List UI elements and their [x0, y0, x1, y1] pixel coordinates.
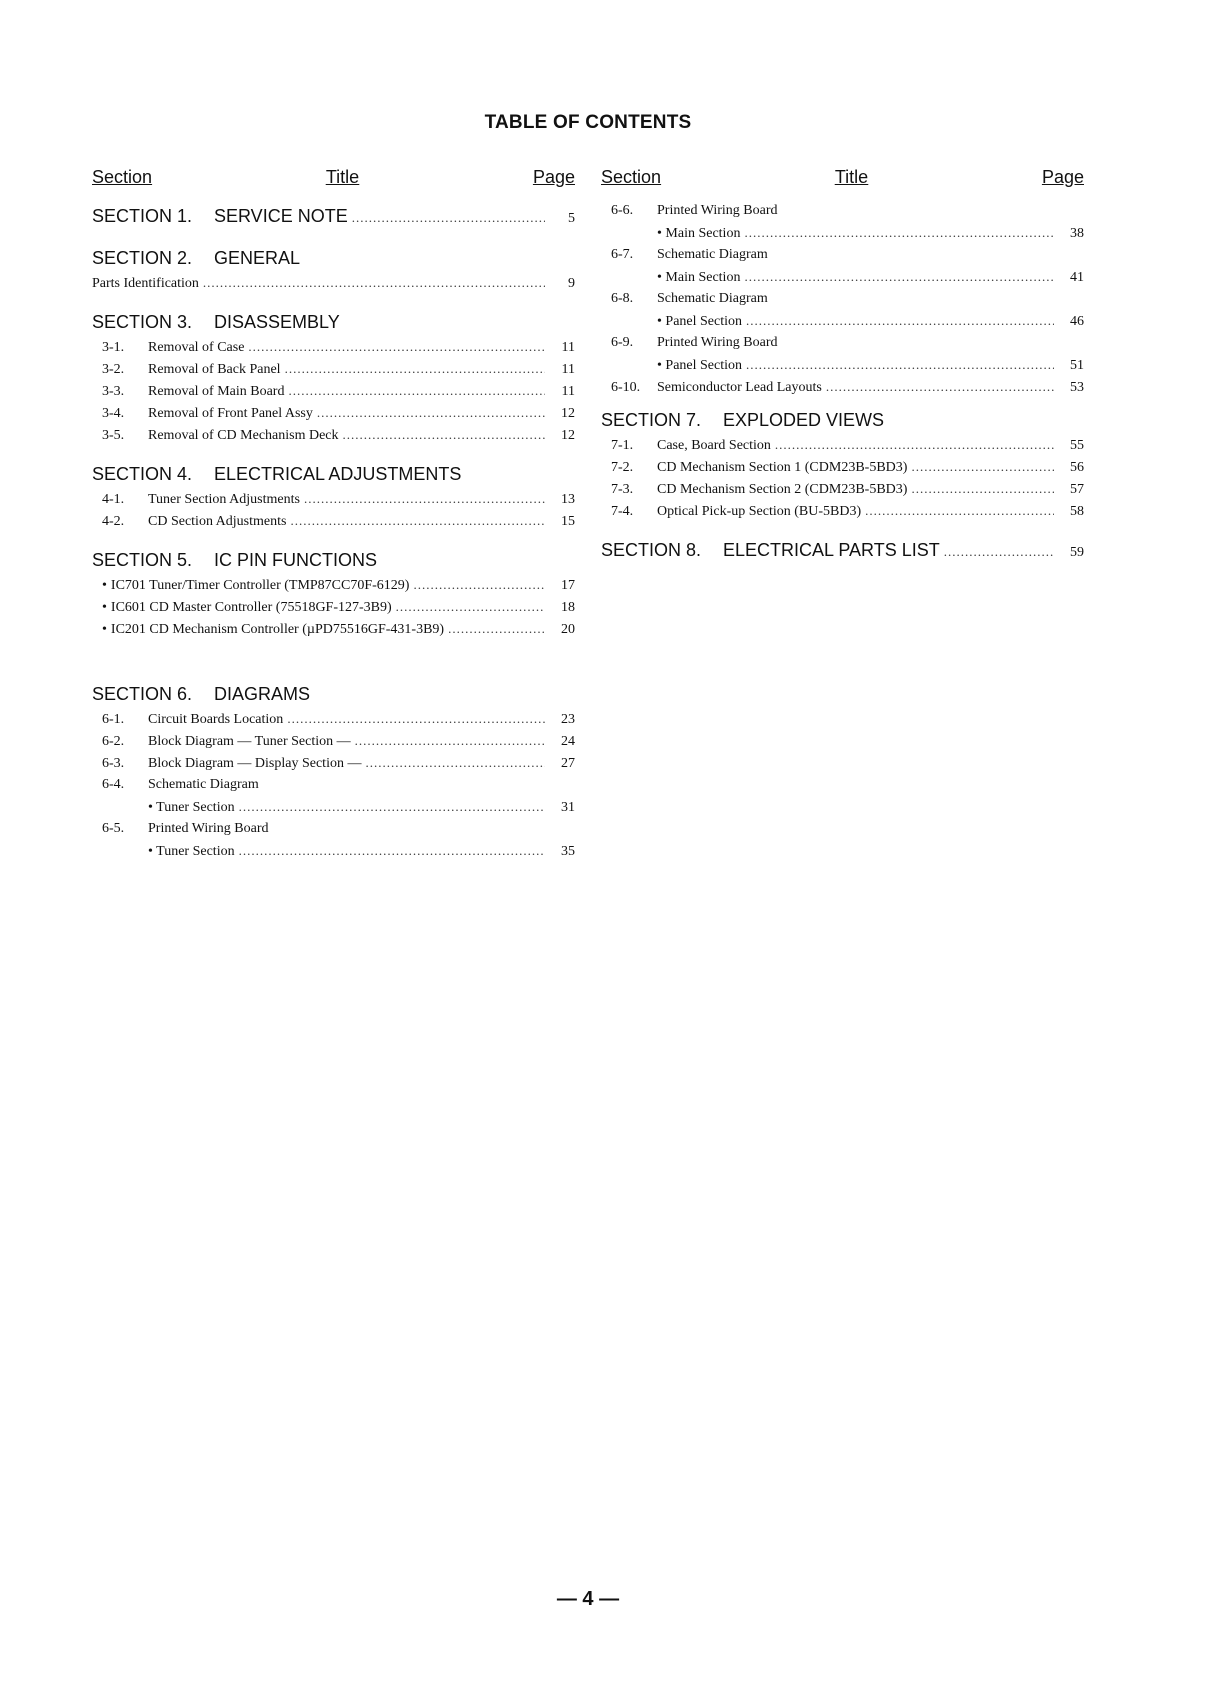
dot-leader — [944, 538, 1054, 566]
header-section: Section — [92, 167, 153, 187]
entry-title: Semiconductor Lead Layouts — [657, 380, 822, 395]
toc-right-column — [601, 160, 1084, 564]
entry-page: 23 — [561, 712, 575, 727]
toc-entry[interactable] — [601, 200, 1084, 222]
entry-title: Circuit Boards Location — [148, 712, 284, 727]
toc-entry[interactable] — [92, 272, 575, 294]
entry-title — [92, 618, 549, 641]
entry-number: 6-4. — [102, 777, 125, 792]
entry-title — [148, 840, 549, 863]
toc-entry[interactable] — [92, 358, 575, 380]
dot-leader — [290, 510, 545, 532]
entry-page: 5 — [568, 211, 575, 226]
entry-title: • Panel Section — [657, 358, 742, 373]
dot-leader — [287, 708, 545, 730]
entry-title — [148, 424, 549, 447]
entry-number: 6-5. — [102, 821, 125, 836]
entry-title — [657, 500, 1058, 523]
entry-title: CD Mechanism Section 1 (CDM23B-5BD3) — [657, 460, 908, 475]
toc-section-2[interactable] — [92, 244, 575, 272]
entry-number: SECTION 2. — [92, 248, 193, 268]
entry-number: 3-2. — [102, 362, 125, 377]
toc-entry[interactable] — [92, 774, 575, 796]
dot-leader — [304, 488, 545, 510]
entry-number: 3-3. — [102, 384, 125, 399]
entry-title — [92, 574, 549, 597]
dot-leader — [203, 272, 545, 294]
toc-header — [92, 160, 575, 188]
dot-leader — [239, 840, 545, 862]
page-title: TABLE OF CONTENTS — [484, 112, 692, 133]
toc-section-8[interactable] — [601, 536, 1084, 564]
toc-section-1[interactable] — [92, 202, 575, 230]
entry-title: • Tuner Section — [148, 800, 235, 815]
entry-number: 6-9. — [611, 335, 634, 350]
entry-title: Printed Wiring Board — [657, 203, 778, 218]
entry-title — [657, 244, 1084, 266]
entry-number: 3-1. — [102, 340, 125, 355]
dot-leader — [317, 402, 545, 424]
entry-title: CD Section Adjustments — [148, 514, 287, 529]
toc-section-3[interactable] — [92, 308, 575, 336]
header-title: Title — [834, 167, 869, 187]
entry-title: Schematic Diagram — [148, 777, 259, 792]
dot-leader — [285, 358, 545, 380]
dot-leader — [911, 456, 1054, 478]
entry-title — [657, 222, 1058, 245]
dot-leader — [352, 204, 545, 232]
entry-title — [148, 488, 549, 511]
entry-page: 31 — [561, 800, 575, 815]
dot-leader — [448, 618, 545, 640]
entry-title: IC PIN FUNCTIONS — [214, 550, 378, 570]
entry-title — [148, 774, 575, 796]
entry-number: 3-4. — [102, 406, 125, 421]
dot-leader — [744, 266, 1054, 288]
toc-entry[interactable] — [92, 730, 575, 752]
entry-page: 59 — [1070, 545, 1084, 560]
entry-page: 51 — [1070, 358, 1084, 373]
toc-entry[interactable] — [601, 478, 1084, 500]
entry-title — [148, 818, 575, 840]
entry-title: Removal of CD Mechanism Deck — [148, 428, 339, 443]
toc-entry[interactable] — [92, 618, 575, 640]
entry-number: 4-1. — [102, 492, 125, 507]
entry-page: 20 — [561, 622, 575, 637]
dot-leader — [746, 310, 1054, 332]
bullet: • — [102, 622, 107, 637]
entry-page: 35 — [561, 844, 575, 859]
entry-title — [148, 510, 549, 533]
page-number: — 4 — — [556, 1588, 620, 1610]
entry-title: Printed Wiring Board — [657, 335, 778, 350]
toc-entry[interactable] — [92, 752, 575, 774]
entry-title — [148, 708, 549, 731]
entry-number: 7-4. — [611, 504, 634, 519]
toc-section-5[interactable] — [92, 546, 575, 574]
entry-title: Schematic Diagram — [657, 247, 768, 262]
entry-number: SECTION 4. — [92, 464, 193, 484]
toc-entry[interactable] — [92, 336, 575, 358]
entry-title — [214, 460, 575, 488]
toc-entry[interactable] — [601, 434, 1084, 456]
entry-page: 56 — [1070, 460, 1084, 475]
dot-leader — [865, 500, 1054, 522]
entry-title — [148, 730, 549, 753]
entry-title — [148, 336, 549, 359]
dot-leader — [911, 478, 1054, 500]
entry-title: • Main Section — [657, 270, 741, 285]
entry-page: 11 — [561, 362, 575, 377]
entry-title — [657, 288, 1084, 310]
entry-number: 3-5. — [102, 428, 125, 443]
entry-title: Printed Wiring Board — [148, 821, 269, 836]
entry-page: 12 — [561, 428, 575, 443]
entry-title: Case, Board Section — [657, 438, 771, 453]
entry-page: 27 — [561, 756, 575, 771]
entry-title: IC201 CD Mechanism Controller (µPD75516GF-431-3B9) — [110, 622, 445, 637]
entry-number: 4-2. — [102, 514, 125, 529]
entry-title — [657, 200, 1084, 222]
toc-subentry[interactable] — [601, 354, 1084, 376]
header-title: Title — [325, 167, 360, 187]
entry-title: Block Diagram — Display Section — — [148, 756, 362, 771]
entry-number: 6-7. — [611, 247, 634, 262]
toc-entry[interactable] — [601, 500, 1084, 522]
entry-page: 24 — [561, 734, 575, 749]
entry-number: 6-6. — [611, 203, 634, 218]
header-section: Section — [601, 167, 662, 187]
toc-entry[interactable] — [601, 332, 1084, 354]
entry-number: 7-3. — [611, 482, 634, 497]
entry-page: 11 — [561, 384, 575, 399]
entry-title: IC701 Tuner/Timer Controller (TMP87CC70F-6129) — [110, 578, 410, 593]
entry-title: Optical Pick-up Section (BU-5BD3) — [657, 504, 862, 519]
entry-page: 17 — [561, 578, 575, 593]
entry-number: SECTION 5. — [92, 550, 193, 570]
entry-number: 7-1. — [611, 438, 634, 453]
toc-subentry[interactable] — [92, 840, 575, 862]
entry-number: SECTION 7. — [601, 410, 702, 430]
entry-title: CD Mechanism Section 2 (CDM23B-5BD3) — [657, 482, 908, 497]
entry-title: SERVICE NOTE — [214, 206, 348, 226]
toc-subentry[interactable] — [601, 222, 1084, 244]
entry-title — [723, 406, 1084, 434]
entry-title: Schematic Diagram — [657, 291, 768, 306]
entry-page: 38 — [1070, 226, 1084, 241]
entry-title: • Panel Section — [657, 314, 742, 329]
toc-entry[interactable] — [601, 288, 1084, 310]
dot-leader — [396, 596, 545, 618]
toc-entry[interactable] — [92, 818, 575, 840]
toc-entry[interactable] — [92, 402, 575, 424]
entry-title: DIAGRAMS — [214, 684, 311, 704]
entry-title: Removal of Main Board — [148, 384, 285, 399]
entry-number: 6-2. — [102, 734, 125, 749]
entry-title — [657, 310, 1058, 333]
toc-subentry[interactable] — [92, 796, 575, 818]
bullet: • — [102, 578, 107, 593]
entry-title — [92, 272, 549, 295]
entry-number: 7-2. — [611, 460, 634, 475]
entry-title — [657, 434, 1058, 457]
entry-title — [657, 266, 1058, 289]
toc-entry[interactable] — [92, 488, 575, 510]
entry-title — [723, 536, 1058, 566]
entry-number: 6-10. — [611, 380, 641, 395]
dot-leader — [288, 380, 545, 402]
entry-title: Removal of Front Panel Assy — [148, 406, 313, 421]
entry-number: 6-8. — [611, 291, 634, 306]
dot-leader — [826, 376, 1054, 398]
entry-number: 6-1. — [102, 712, 125, 727]
toc-entry[interactable] — [601, 456, 1084, 478]
entry-title: • Main Section — [657, 226, 741, 241]
dot-leader — [775, 434, 1054, 456]
bullet: • — [102, 600, 107, 615]
entry-title — [214, 202, 549, 232]
entry-title — [214, 308, 575, 336]
dot-leader — [355, 730, 545, 752]
entry-title: Tuner Section Adjustments — [148, 492, 300, 507]
dot-leader — [746, 354, 1054, 376]
entry-title: ELECTRICAL ADJUSTMENTS — [214, 464, 462, 484]
toc-entry[interactable] — [92, 424, 575, 446]
entry-title — [657, 376, 1058, 399]
entry-page: 9 — [568, 276, 575, 291]
entry-page: 12 — [561, 406, 575, 421]
entry-title — [214, 244, 575, 272]
entry-title — [657, 456, 1058, 479]
toc-left-column — [92, 160, 575, 862]
entry-page: 18 — [561, 600, 575, 615]
entry-title — [148, 358, 549, 381]
toc-entry[interactable] — [92, 596, 575, 618]
toc-section-6[interactable] — [92, 680, 575, 708]
entry-title: • Tuner Section — [148, 844, 235, 859]
entry-title — [657, 354, 1058, 377]
entry-title — [148, 402, 549, 425]
entry-title: Removal of Back Panel — [148, 362, 281, 377]
entry-title: Block Diagram — Tuner Section — — [148, 734, 351, 749]
entry-page: 58 — [1070, 504, 1084, 519]
dot-leader — [248, 336, 545, 358]
entry-title — [657, 332, 1084, 354]
toc-header — [601, 160, 1084, 188]
entry-page: 11 — [561, 340, 575, 355]
entry-title: ELECTRICAL PARTS LIST — [723, 540, 940, 560]
entry-title — [214, 546, 575, 574]
entry-number: SECTION 8. — [601, 540, 702, 560]
entry-page: 57 — [1070, 482, 1084, 497]
toc-entry[interactable] — [92, 510, 575, 532]
entry-title — [148, 752, 549, 775]
dot-leader — [365, 752, 545, 774]
entry-title: DISASSEMBLY — [214, 312, 340, 332]
entry-title — [148, 796, 549, 819]
dot-leader — [744, 222, 1054, 244]
entry-title: Removal of Case — [148, 340, 245, 355]
entry-page: 46 — [1070, 314, 1084, 329]
entry-page: 53 — [1070, 380, 1084, 395]
entry-number: SECTION 1. — [92, 206, 193, 226]
entry-title: EXPLODED VIEWS — [723, 410, 885, 430]
header-page: Page — [532, 167, 575, 187]
toc-entry[interactable] — [92, 708, 575, 730]
toc-entry[interactable] — [601, 244, 1084, 266]
dot-leader — [343, 424, 545, 446]
entry-number: SECTION 6. — [92, 684, 193, 704]
dot-leader — [239, 796, 545, 818]
entry-page: 55 — [1070, 438, 1084, 453]
entry-title: IC601 CD Master Controller (75518GF-127-3B9) — [110, 600, 392, 615]
entry-title — [92, 596, 549, 619]
toc-entry[interactable] — [92, 380, 575, 402]
toc-entry[interactable] — [92, 574, 575, 596]
entry-title: GENERAL — [214, 248, 301, 268]
entry-page: 13 — [561, 492, 575, 507]
toc-subentry[interactable] — [601, 310, 1084, 332]
toc-entry[interactable] — [601, 376, 1084, 398]
entry-number: 6-3. — [102, 756, 125, 771]
entry-title — [148, 380, 549, 403]
entry-title — [657, 478, 1058, 501]
entry-page: 41 — [1070, 270, 1084, 285]
toc-section-4[interactable] — [92, 460, 575, 488]
entry-title — [214, 680, 575, 708]
entry-page: 15 — [561, 514, 575, 529]
entry-number: SECTION 3. — [92, 312, 193, 332]
dot-leader — [413, 574, 545, 596]
toc-section-7[interactable] — [601, 406, 1084, 434]
header-page: Page — [1041, 167, 1084, 187]
toc-subentry[interactable] — [601, 266, 1084, 288]
entry-title: Parts Identification — [92, 276, 199, 291]
